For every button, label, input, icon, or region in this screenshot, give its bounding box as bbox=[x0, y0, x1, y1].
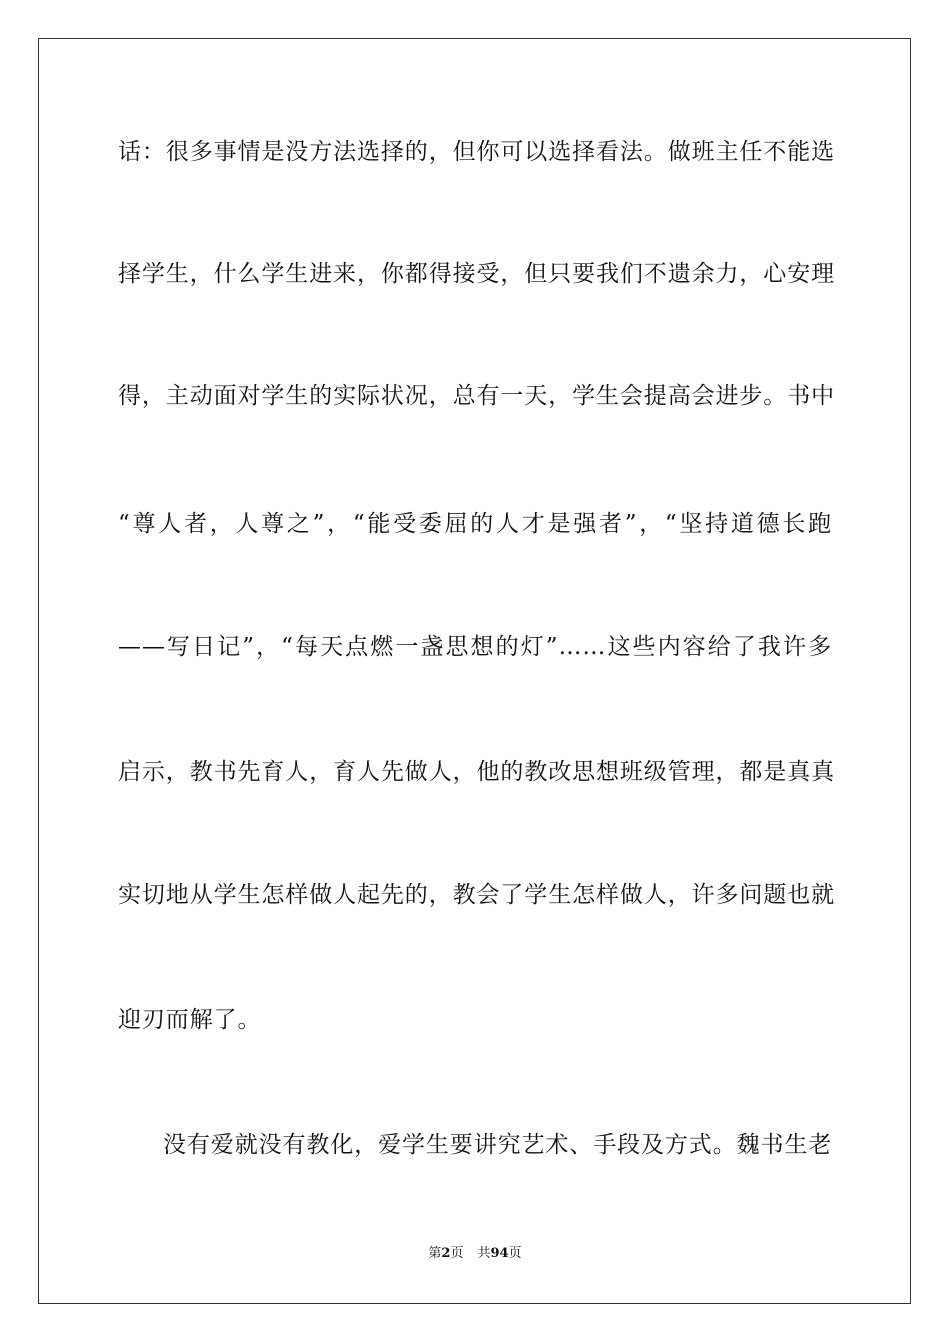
text-line-3: 得，主动面对学生的实际状况，总有一天，学生会提高会进步。书中 bbox=[118, 383, 835, 409]
text-line-1: 话：很多事情是没方法选择的，但你可以选择看法。做班主任不能选 bbox=[118, 139, 835, 165]
page-footer bbox=[0, 1245, 950, 1263]
page-border bbox=[38, 38, 911, 1304]
footer-page-suffix: 页 bbox=[450, 1246, 464, 1261]
text-line-4: “尊人者，人尊之”，“能受委屈的人才是强者”，“坚持道德长跑 bbox=[118, 511, 832, 537]
text-line-8: 迎刃而解了。 bbox=[118, 1007, 262, 1033]
footer-total-prefix: 共 bbox=[477, 1246, 491, 1261]
text-line-2: 择学生，什么学生进来，你都得接受，但只要我们不遗余力，心安理 bbox=[118, 261, 835, 287]
current-page-number: 2 bbox=[441, 1246, 451, 1261]
text-line-5: ——写日记”，“每天点燃一盏思想的灯”……这些内容给了我许多 bbox=[118, 634, 832, 660]
text-line-7: 实切地从学生怎样做人起先的，教会了学生怎样做人，许多问题也就 bbox=[118, 882, 835, 908]
text-line-6: 启示，教书先育人，育人先做人，他的教改思想班级管理，都是真真 bbox=[118, 759, 835, 785]
footer-total-suffix: 页 bbox=[508, 1246, 522, 1261]
total-pages-number: 94 bbox=[490, 1246, 509, 1261]
footer-prefix: 第 bbox=[428, 1246, 442, 1261]
paragraph-first-line: 没有爱就没有教化，爱学生要讲究艺术、手段及方式。魏书生老 bbox=[163, 1132, 833, 1158]
